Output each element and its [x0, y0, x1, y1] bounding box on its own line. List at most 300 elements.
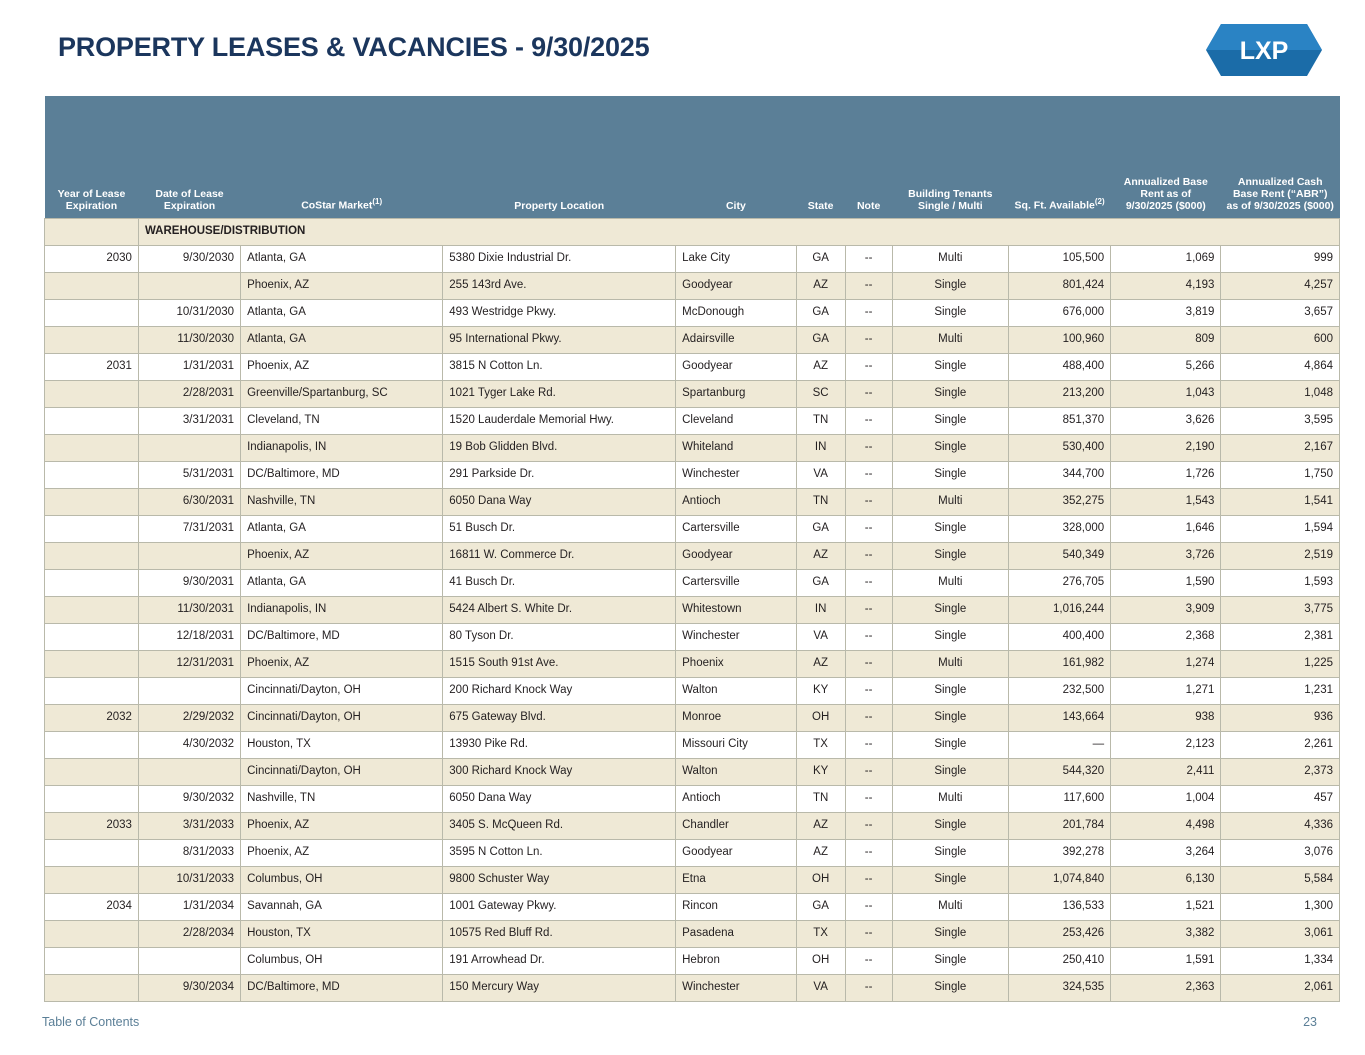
table-row [45, 327, 1340, 354]
cell-cash: 457 [1221, 786, 1340, 813]
cell-location: 6050 Dana Way [443, 489, 676, 516]
cell-city: Missouri City [676, 732, 797, 759]
table-row [45, 354, 1340, 381]
cell-year [45, 570, 139, 597]
cell-market: Phoenix, AZ [241, 354, 443, 381]
cell-market: Phoenix, AZ [241, 273, 443, 300]
cell-year [45, 651, 139, 678]
col-costar-market [241, 96, 443, 219]
cell-tenants: Single [892, 732, 1008, 759]
cell-location: 5424 Albert S. White Dr. [443, 597, 676, 624]
cell-sqft: — [1009, 732, 1111, 759]
table-row [45, 975, 1340, 1002]
table-row [45, 570, 1340, 597]
cell-abr: 6,130 [1111, 867, 1221, 894]
cell-date: 1/31/2031 [138, 354, 240, 381]
cell-sqft: 161,982 [1009, 651, 1111, 678]
cell-city: Pasadena [676, 921, 797, 948]
cell-market: Nashville, TN [241, 786, 443, 813]
col-costar-market-label: CoStar Market [301, 199, 373, 212]
cell-year: 2034 [45, 894, 139, 921]
cell-sqft: 400,400 [1009, 624, 1111, 651]
table-row [45, 678, 1340, 705]
cell-note: -- [845, 570, 892, 597]
cell-state: SC [796, 381, 845, 408]
cell-note: -- [845, 300, 892, 327]
cell-date [138, 543, 240, 570]
cell-market: Phoenix, AZ [241, 543, 443, 570]
cell-location: 13930 Pike Rd. [443, 732, 676, 759]
cell-city: Cleveland [676, 408, 797, 435]
cell-tenants: Single [892, 408, 1008, 435]
cell-tenants: Single [892, 759, 1008, 786]
cell-location: 80 Tyson Dr. [443, 624, 676, 651]
cell-abr: 938 [1111, 705, 1221, 732]
cell-note: -- [845, 516, 892, 543]
cell-date: 12/18/2031 [138, 624, 240, 651]
cell-city: Monroe [676, 705, 797, 732]
cell-date: 5/31/2031 [138, 462, 240, 489]
cell-location: 493 Westridge Pkwy. [443, 300, 676, 327]
cell-cash: 936 [1221, 705, 1340, 732]
cell-cash: 3,595 [1221, 408, 1340, 435]
cell-location: 41 Busch Dr. [443, 570, 676, 597]
table-header [45, 96, 1340, 219]
cell-abr: 3,382 [1111, 921, 1221, 948]
cell-abr: 2,363 [1111, 975, 1221, 1002]
cell-year [45, 786, 139, 813]
table-row [45, 435, 1340, 462]
table-row [45, 759, 1340, 786]
cell-tenants: Multi [892, 786, 1008, 813]
cell-note: -- [845, 948, 892, 975]
table-row [45, 948, 1340, 975]
cell-city: Adairsville [676, 327, 797, 354]
cell-location: 51 Busch Dr. [443, 516, 676, 543]
cell-tenants: Multi [892, 246, 1008, 273]
cell-abr: 3,726 [1111, 543, 1221, 570]
cell-cash: 1,750 [1221, 462, 1340, 489]
table-row [45, 867, 1340, 894]
cell-sqft: 250,410 [1009, 948, 1111, 975]
cell-city: Antioch [676, 489, 797, 516]
cell-sqft: 1,074,840 [1009, 867, 1111, 894]
cell-year [45, 300, 139, 327]
cell-year: 2033 [45, 813, 139, 840]
cell-state: IN [796, 597, 845, 624]
cell-date [138, 273, 240, 300]
cell-note: -- [845, 408, 892, 435]
cell-abr: 1,004 [1111, 786, 1221, 813]
col-year-of-lease-expiration: Year of Lease Expiration [45, 96, 139, 219]
table-row [45, 273, 1340, 300]
table-row [45, 705, 1340, 732]
table-of-contents-link[interactable]: Table of Contents [42, 1015, 140, 1029]
table-row [45, 408, 1340, 435]
cell-state: AZ [796, 543, 845, 570]
cell-year [45, 435, 139, 462]
lxp-logo [1205, 22, 1323, 78]
cell-abr: 809 [1111, 327, 1221, 354]
cell-city: Rincon [676, 894, 797, 921]
cell-date: 3/31/2031 [138, 408, 240, 435]
cell-cash: 2,061 [1221, 975, 1340, 1002]
cell-cash: 1,300 [1221, 894, 1340, 921]
cell-location: 300 Richard Knock Way [443, 759, 676, 786]
cell-location: 150 Mercury Way [443, 975, 676, 1002]
cell-location: 1520 Lauderdale Memorial Hwy. [443, 408, 676, 435]
table-row [45, 543, 1340, 570]
cell-abr: 1,590 [1111, 570, 1221, 597]
cell-note: -- [845, 705, 892, 732]
cell-state: GA [796, 570, 845, 597]
cell-year [45, 678, 139, 705]
col-building-tenants: Building Tenants Single / Multi [892, 96, 1008, 219]
table-row [45, 813, 1340, 840]
cell-city: Goodyear [676, 840, 797, 867]
cell-year [45, 516, 139, 543]
col-city: City [676, 96, 797, 219]
cell-year [45, 381, 139, 408]
cell-state: KY [796, 759, 845, 786]
cell-abr: 1,591 [1111, 948, 1221, 975]
col-sq-ft-footnote: (2) [1094, 197, 1105, 207]
cell-market: Atlanta, GA [241, 300, 443, 327]
cell-tenants: Single [892, 354, 1008, 381]
cell-note: -- [845, 975, 892, 1002]
cell-date [138, 948, 240, 975]
cell-date: 9/30/2032 [138, 786, 240, 813]
cell-date: 2/29/2032 [138, 705, 240, 732]
table-row [45, 462, 1340, 489]
cell-tenants: Multi [892, 894, 1008, 921]
cell-market: Cincinnati/Dayton, OH [241, 759, 443, 786]
cell-state: GA [796, 300, 845, 327]
col-costar-market-footnote: (1) [372, 197, 383, 207]
cell-abr: 3,626 [1111, 408, 1221, 435]
cell-cash: 2,381 [1221, 624, 1340, 651]
cell-note: -- [845, 462, 892, 489]
cell-note: -- [845, 732, 892, 759]
cell-cash: 1,225 [1221, 651, 1340, 678]
cell-note: -- [845, 813, 892, 840]
cell-sqft: 801,424 [1009, 273, 1111, 300]
cell-market: Atlanta, GA [241, 516, 443, 543]
cell-note: -- [845, 543, 892, 570]
cell-cash: 3,657 [1221, 300, 1340, 327]
cell-state: TX [796, 732, 845, 759]
cell-abr: 1,726 [1111, 462, 1221, 489]
cell-note: -- [845, 597, 892, 624]
cell-tenants: Single [892, 543, 1008, 570]
cell-cash: 2,373 [1221, 759, 1340, 786]
cell-location: 5380 Dixie Industrial Dr. [443, 246, 676, 273]
cell-abr: 1,271 [1111, 678, 1221, 705]
cell-cash: 3,076 [1221, 840, 1340, 867]
cell-tenants: Single [892, 975, 1008, 1002]
cell-year [45, 732, 139, 759]
table-row [45, 921, 1340, 948]
cell-market: DC/Baltimore, MD [241, 975, 443, 1002]
cell-sqft: 540,349 [1009, 543, 1111, 570]
cell-year [45, 273, 139, 300]
cell-sqft: 392,278 [1009, 840, 1111, 867]
cell-tenants: Single [892, 597, 1008, 624]
cell-state: GA [796, 327, 845, 354]
cell-city: Goodyear [676, 543, 797, 570]
cell-city: Winchester [676, 462, 797, 489]
cell-abr: 3,264 [1111, 840, 1221, 867]
cell-date: 6/30/2031 [138, 489, 240, 516]
cell-location: 10575 Red Bluff Rd. [443, 921, 676, 948]
cell-location: 3815 N Cotton Ln. [443, 354, 676, 381]
cell-sqft: 530,400 [1009, 435, 1111, 462]
table-row [45, 516, 1340, 543]
cell-cash: 4,864 [1221, 354, 1340, 381]
cell-market: Atlanta, GA [241, 327, 443, 354]
cell-tenants: Single [892, 516, 1008, 543]
cell-date: 3/31/2033 [138, 813, 240, 840]
cell-city: Antioch [676, 786, 797, 813]
cell-tenants: Single [892, 300, 1008, 327]
cell-abr: 4,498 [1111, 813, 1221, 840]
cell-abr: 1,069 [1111, 246, 1221, 273]
table-row [45, 894, 1340, 921]
cell-sqft: 253,426 [1009, 921, 1111, 948]
cell-tenants: Single [892, 435, 1008, 462]
col-annualized-cash-base-rent: Annualized Cash Base Rent (“ABR”) as of 9/30/2025 ($000) [1221, 96, 1340, 219]
cell-year [45, 759, 139, 786]
cell-sqft: 1,016,244 [1009, 597, 1111, 624]
cell-market: Savannah, GA [241, 894, 443, 921]
cell-cash: 5,584 [1221, 867, 1340, 894]
cell-state: OH [796, 948, 845, 975]
table-row [45, 651, 1340, 678]
cell-abr: 2,368 [1111, 624, 1221, 651]
cell-tenants: Single [892, 840, 1008, 867]
table-body [45, 219, 1340, 1002]
table-section-row [45, 219, 1340, 246]
cell-note: -- [845, 273, 892, 300]
cell-date [138, 678, 240, 705]
cell-year [45, 975, 139, 1002]
col-sq-ft-label: Sq. Ft. Available [1014, 199, 1095, 212]
cell-cash: 600 [1221, 327, 1340, 354]
cell-note: -- [845, 678, 892, 705]
cell-tenants: Single [892, 381, 1008, 408]
cell-cash: 1,048 [1221, 381, 1340, 408]
cell-year: 2031 [45, 354, 139, 381]
cell-abr: 5,266 [1111, 354, 1221, 381]
cell-state: OH [796, 867, 845, 894]
cell-location: 9800 Schuster Way [443, 867, 676, 894]
cell-note: -- [845, 786, 892, 813]
cell-cash: 3,775 [1221, 597, 1340, 624]
cell-state: AZ [796, 651, 845, 678]
cell-cash: 2,167 [1221, 435, 1340, 462]
cell-sqft: 201,784 [1009, 813, 1111, 840]
cell-market: Cincinnati/Dayton, OH [241, 678, 443, 705]
cell-sqft: 276,705 [1009, 570, 1111, 597]
cell-city: Walton [676, 678, 797, 705]
cell-year [45, 921, 139, 948]
cell-year [45, 327, 139, 354]
svg-text:LXP: LXP [1239, 37, 1289, 65]
cell-date: 2/28/2031 [138, 381, 240, 408]
cell-sqft: 328,000 [1009, 516, 1111, 543]
cell-location: 291 Parkside Dr. [443, 462, 676, 489]
cell-city: Whitestown [676, 597, 797, 624]
cell-cash: 999 [1221, 246, 1340, 273]
table-row [45, 840, 1340, 867]
cell-market: Atlanta, GA [241, 246, 443, 273]
cell-abr: 2,123 [1111, 732, 1221, 759]
cell-market: Indianapolis, IN [241, 435, 443, 462]
cell-market: Columbus, OH [241, 867, 443, 894]
cell-sqft: 352,275 [1009, 489, 1111, 516]
cell-abr: 3,909 [1111, 597, 1221, 624]
cell-market: Columbus, OH [241, 948, 443, 975]
cell-market: Greenville/Spartanburg, SC [241, 381, 443, 408]
cell-sqft: 232,500 [1009, 678, 1111, 705]
section-label: WAREHOUSE/DISTRIBUTION [138, 219, 1339, 246]
cell-location: 1021 Tyger Lake Rd. [443, 381, 676, 408]
cell-city: Cartersville [676, 570, 797, 597]
cell-note: -- [845, 894, 892, 921]
cell-date: 9/30/2034 [138, 975, 240, 1002]
table-row [45, 732, 1340, 759]
cell-state: GA [796, 246, 845, 273]
cell-abr: 2,190 [1111, 435, 1221, 462]
cell-location: 6050 Dana Way [443, 786, 676, 813]
cell-abr: 1,274 [1111, 651, 1221, 678]
cell-sqft: 100,960 [1009, 327, 1111, 354]
cell-year [45, 624, 139, 651]
cell-note: -- [845, 327, 892, 354]
table-row [45, 786, 1340, 813]
cell-state: KY [796, 678, 845, 705]
cell-state: AZ [796, 813, 845, 840]
table-row [45, 381, 1340, 408]
cell-date: 4/30/2032 [138, 732, 240, 759]
cell-date [138, 759, 240, 786]
cell-cash: 3,061 [1221, 921, 1340, 948]
cell-year [45, 543, 139, 570]
cell-abr: 2,411 [1111, 759, 1221, 786]
cell-market: Phoenix, AZ [241, 840, 443, 867]
cell-cash: 2,261 [1221, 732, 1340, 759]
cell-cash: 1,541 [1221, 489, 1340, 516]
cell-note: -- [845, 867, 892, 894]
cell-city: Lake City [676, 246, 797, 273]
table-row [45, 597, 1340, 624]
cell-location: 16811 W. Commerce Dr. [443, 543, 676, 570]
cell-abr: 1,521 [1111, 894, 1221, 921]
cell-cash: 1,334 [1221, 948, 1340, 975]
cell-city: Etna [676, 867, 797, 894]
cell-date: 8/31/2033 [138, 840, 240, 867]
cell-cash: 4,257 [1221, 273, 1340, 300]
section-spacer-cell [45, 219, 139, 246]
cell-year [45, 840, 139, 867]
property-leases-table [44, 96, 1340, 1002]
cell-market: Houston, TX [241, 732, 443, 759]
cell-state: VA [796, 462, 845, 489]
cell-date: 9/30/2030 [138, 246, 240, 273]
cell-cash: 4,336 [1221, 813, 1340, 840]
cell-location: 200 Richard Knock Way [443, 678, 676, 705]
cell-city: Spartanburg [676, 381, 797, 408]
cell-tenants: Single [892, 462, 1008, 489]
table-row [45, 489, 1340, 516]
cell-sqft: 213,200 [1009, 381, 1111, 408]
cell-market: DC/Baltimore, MD [241, 624, 443, 651]
cell-market: Indianapolis, IN [241, 597, 443, 624]
cell-market: Houston, TX [241, 921, 443, 948]
cell-market: Cleveland, TN [241, 408, 443, 435]
cell-date: 11/30/2030 [138, 327, 240, 354]
cell-tenants: Single [892, 867, 1008, 894]
cell-state: AZ [796, 273, 845, 300]
cell-note: -- [845, 246, 892, 273]
cell-year: 2030 [45, 246, 139, 273]
cell-state: OH [796, 705, 845, 732]
cell-year [45, 597, 139, 624]
cell-state: TN [796, 786, 845, 813]
table-row [45, 624, 1340, 651]
cell-tenants: Single [892, 678, 1008, 705]
cell-note: -- [845, 354, 892, 381]
cell-tenants: Single [892, 624, 1008, 651]
cell-date: 11/30/2031 [138, 597, 240, 624]
cell-abr: 1,043 [1111, 381, 1221, 408]
col-state: State [796, 96, 845, 219]
cell-city: Cartersville [676, 516, 797, 543]
cell-city: Goodyear [676, 273, 797, 300]
cell-state: IN [796, 435, 845, 462]
cell-sqft: 136,533 [1009, 894, 1111, 921]
cell-market: Phoenix, AZ [241, 813, 443, 840]
cell-tenants: Multi [892, 327, 1008, 354]
cell-city: Walton [676, 759, 797, 786]
cell-sqft: 344,700 [1009, 462, 1111, 489]
cell-location: 1001 Gateway Pkwy. [443, 894, 676, 921]
cell-sqft: 851,370 [1009, 408, 1111, 435]
cell-market: Atlanta, GA [241, 570, 443, 597]
cell-state: TN [796, 489, 845, 516]
cell-location: 19 Bob Glidden Blvd. [443, 435, 676, 462]
cell-note: -- [845, 651, 892, 678]
cell-state: GA [796, 516, 845, 543]
col-sq-ft-available [1009, 96, 1111, 219]
cell-location: 3595 N Cotton Ln. [443, 840, 676, 867]
cell-city: Goodyear [676, 354, 797, 381]
cell-cash: 2,519 [1221, 543, 1340, 570]
cell-state: TN [796, 408, 845, 435]
col-date-of-lease-expiration: Date of Lease Expiration [138, 96, 240, 219]
cell-tenants: Single [892, 273, 1008, 300]
cell-sqft: 324,535 [1009, 975, 1111, 1002]
cell-location: 1515 South 91st Ave. [443, 651, 676, 678]
cell-sqft: 676,000 [1009, 300, 1111, 327]
cell-note: -- [845, 381, 892, 408]
cell-city: Phoenix [676, 651, 797, 678]
cell-location: 95 International Pkwy. [443, 327, 676, 354]
header-row [45, 96, 1340, 219]
cell-year [45, 489, 139, 516]
cell-date [138, 435, 240, 462]
cell-year [45, 408, 139, 435]
